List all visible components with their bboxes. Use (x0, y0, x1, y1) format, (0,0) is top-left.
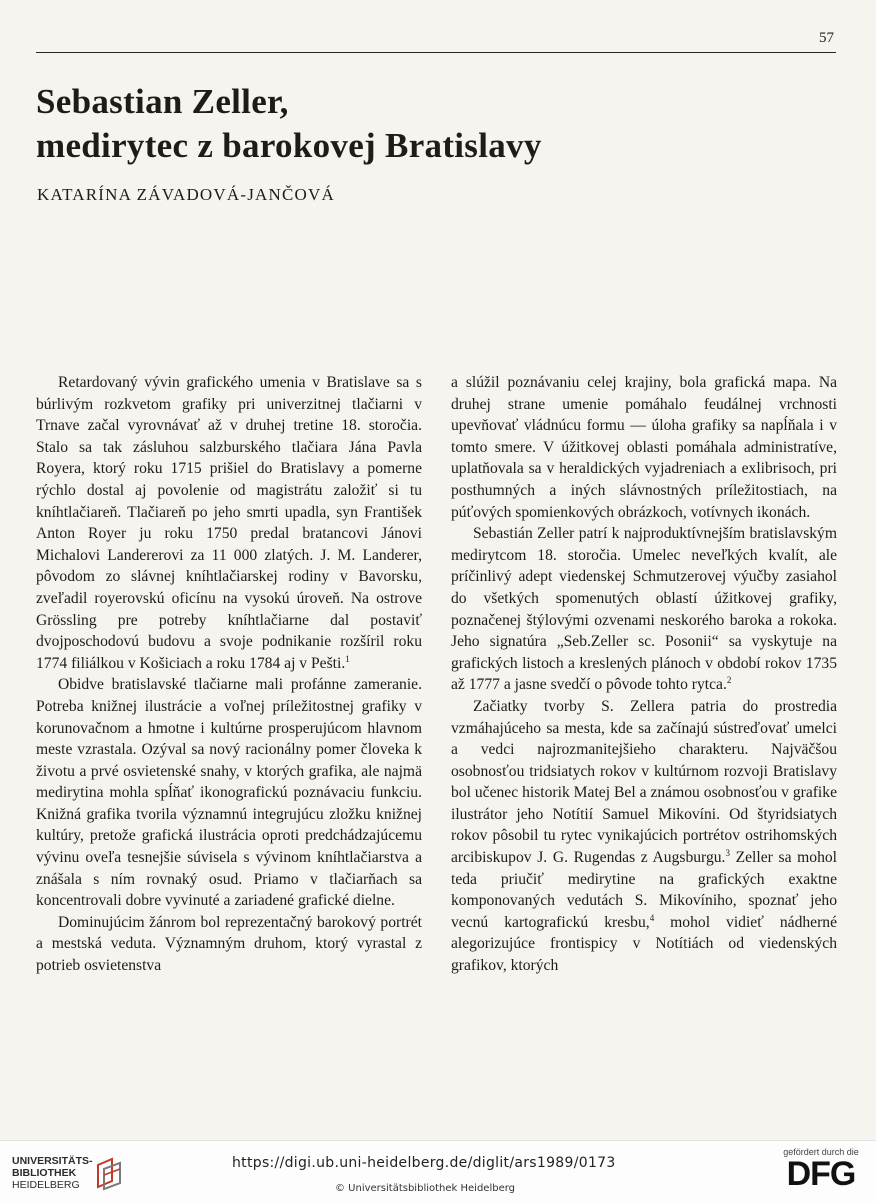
left-column (36, 372, 422, 977)
paragraph-text: Sebastián Zeller patrí k najproduktívnejším bratislavským medirytcom 18. storočia. Umelec neveľkých kvalít, ale príčinlivý adept viedenskej Schmutzerovej výučby zasiahol do všetkých spomenutých oblastí úžitkovej grafiky, poznačenej štýlovými ozvenami neskorého baroka a rokoka. Jeho signatúra „Seb.Zeller sc. Posonii“ sa vyskytuje na grafických listoch a kreslených plánoch v období rokov 1735 až 1777 a jasne svedčí o pôvode tohto rytca. (451, 525, 837, 694)
library-name-line-1: UNIVERSITÄTS- (12, 1155, 93, 1167)
library-name-line-2: BIBLIOTHEK (12, 1167, 77, 1179)
paragraph-text: Začiatky tvorby S. Zellera patria do prostredia vzmáhajúceho sa mesta, kde sa začínajú sústreďovať umelci a vedci najrozmanitejšieho charakteru. Najväčšou osobnosťou tridsiatych rokov v kultúrnom rozvoji Bratislavy bol učenec historik Matej Bel a známou osobnosťou v grafike ilustrátor jeho Notítií Samuel Mikovíni. Od štyridsiatych rokov pôsobil tu rytec vynikajúcich portrétov ostrihomských arcibiskupov J. G. Rugendas z Augsburgu. (451, 697, 837, 867)
dfg-mark-icon: DFG (786, 1155, 856, 1193)
page-number: 57 (819, 30, 834, 46)
paragraph (36, 372, 422, 674)
paragraph-text: Zeller sa mohol teda priučiť medirytine na grafických exaktne komponovaných vedutách S. Mikovíniho, spoznať jeho vecnú kartografickú kresbu, (451, 849, 837, 931)
paragraph (451, 696, 837, 977)
title-line-2: medirytec z barokovej Bratislavy (36, 126, 542, 165)
copyright-notice: © Universitätsbibliothek Heidelberg (335, 1183, 516, 1194)
dfg-logo[interactable] (775, 1147, 867, 1197)
paragraph-text: mohol vidieť nádherné alegorizujúce frontispicy v Notítiách od viedenských grafikov, ktorých (451, 913, 837, 975)
document-url-link[interactable]: https://digi.ub.uni-heidelberg.de/diglit/ars1989/0173 (232, 1155, 616, 1171)
paragraph: Dominujúcim žánrom bol reprezentačný barokový portrét a mestská veduta. Významným druhom, ktorý vyrastal z potrieb osvietenstva (36, 913, 422, 975)
library-emblem-icon (92, 1157, 126, 1191)
paragraph-continued: a slúžil poznávaniu celej krajiny, bola grafická mapa. Na druhej strane umenie pomáhalo feudálnej vrchnosti upevňovať vládnúcu formu — úloha grafiky sa napĺňala i v tomto smere. V úžitkovej oblasti pomáhala administratíve, uplatňovala sa v heraldických vyjadreniach a exlibrisoch, pri posthumných a iných slávnostných príležitostiach, na púťových spomienkových obrázkoch, votívnych ikonách. (451, 374, 837, 521)
header-rule (36, 52, 836, 53)
article-title (36, 80, 836, 168)
funder-caption: gefördert durch die (783, 1147, 859, 1157)
footnote-ref: 4 (649, 912, 655, 923)
footnote-ref: 1 (345, 653, 350, 664)
paragraph (451, 523, 837, 696)
author-name: KATARÍNA ZÁVADOVÁ-JANČOVÁ (37, 185, 335, 204)
right-column (451, 372, 837, 977)
footnote-ref: 3 (725, 847, 730, 858)
library-name-line-3: HEIDELBERG (12, 1179, 80, 1191)
paragraph-text: Retardovaný vývin grafického umenia v Bratislave sa s búrlivým rozkvetom grafiky pri univerzitnej tlačiarni v Trnave začal vyrovnávať až v druhej tretine 18. storočia. Stalo sa tak zásluhou salzburského tlačiara Jána Pavla Royera, ktorý roku 1715 prišiel do Bratislavy a pomerne rýchlo dostal aj povolenie od magistrátu založiť si tu kníhtlačiareň. Tlačiareň po jeho smrti upadla, syn František Anton Royer ju roku 1750 predal bratancovi Jánovi Michalovi Landererovi za 11 000 zlatých. J. M. Landerer, pôvodom zo slávnej kníhtlačiarskej rodiny v Bavorsku, zveľadil royerovskú oficínu na vysokú úroveň. Na ostrove Grössling pre potreby kníhtlačiarne dal postaviť dvojposchodovú budovu a svoje podnikanie rozšíril roku 1774 filiálkou v Košiciach a roku 1784 aj v Pešti. (36, 374, 422, 672)
footer-bar (0, 1140, 876, 1202)
footnote-ref: 2 (726, 675, 732, 686)
title-line-1: Sebastian Zeller, (36, 82, 289, 121)
paragraph: Obidve bratislavské tlačiarne mali profánne zameranie. Potreba knižnej ilustrácie a voľnej príležitostnej grafiky v korunovačnom a hmotne i kultúrne prosperujúcom hlavnom meste vzrastala. Ozýval sa nový racionálny pomer človeka k životu a prvé osvietenské snahy, v ktorých grafika, ale najmä medirytina mohla spĺňať ikonografickú poznávaciu funkciu. Knižná grafika tvorila významnú integrujúcu zložku knižnej kultúry, pretože grafická ilustrácia oproti predchádzajúcemu vývinu oveľa tesnejšie súvisela s vývinom kníhtlačiarstva a znášala s ním rovnaký osud. Priamo v tlačiarňach sa koncentrovali dobre vyvinuté a zariadené grafické dielne. (36, 676, 422, 910)
library-logo[interactable] (12, 1155, 142, 1195)
